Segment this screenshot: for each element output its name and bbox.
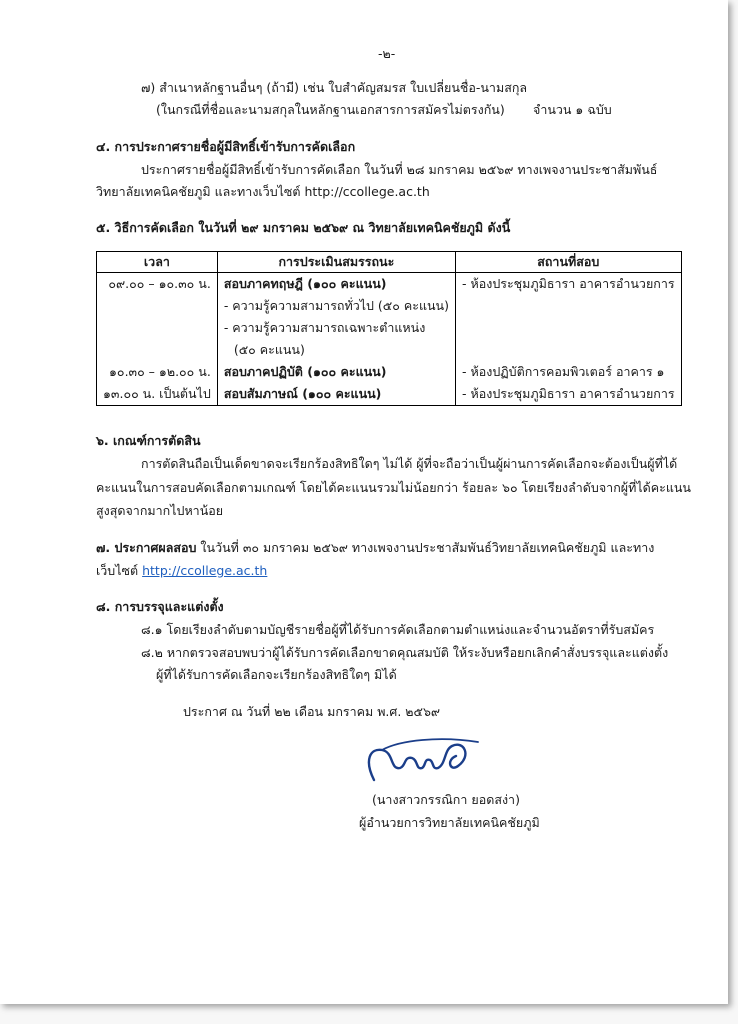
section6-heading: ๖. เกณฑ์การตัดสิน [96, 433, 201, 448]
section7-website-label: เว็บไซต์ [96, 563, 143, 578]
section6-line1: การตัดสินถือเป็นเด็ดขาดจะเรียกร้องสิทธิใดๆ ไม่ได้ ผู้ที่จะถือว่าเป็นผู้ผ่านการคัดเลือกจะต้องเป็นผู้ที่ได้ [141, 456, 678, 471]
signer-name: (นางสาวกรรณิกา ยอดสง่า) [372, 792, 520, 807]
spacer [103, 339, 211, 361]
table-row [97, 273, 682, 406]
section4-line2: วิทยาลัยเทคนิคชัยภูมิ และทางเว็บไซต์ http://ccollege.ac.th [96, 184, 430, 199]
assessment-cell [217, 273, 455, 406]
venue-cell [455, 273, 681, 406]
row1-title: สอบภาคทฤษฎี (๑๐๐ คะแนน) [223, 276, 387, 291]
section8-heading: ๘. การบรรจุและแต่งตั้ง [96, 599, 224, 614]
item7-line1: ๗) สำเนาหลักฐานอื่นๆ (ถ้ามี) เช่น ใบสำคัญสมรส ใบเปลี่ยนชื่อ-นามสกุล [141, 80, 528, 95]
time-cell [97, 273, 218, 406]
row2-title: สอบภาคปฏิบัติ (๑๐๐ คะแนน) [223, 364, 387, 379]
section8-item1: ๘.๑ โดยเรียงลำดับตามบัญชีรายชื่อผู้ที่ได้รับการคัดเลือกตามตำแหน่งและจำนวนอัตราที่รับสมัคร [141, 622, 655, 637]
page-number: -๒- [378, 46, 396, 61]
row3-time: ๑๓.๐๐ น. เป็นต้นไป [103, 386, 211, 401]
spacer [103, 295, 211, 317]
row1-place: - ห้องประชุมภูมิธารา อาคารอำนวยการ [461, 276, 675, 291]
section8-item2b: ผู้ที่ได้รับการคัดเลือกจะเรียกร้องสิทธิใดๆ มิได้ [156, 667, 397, 682]
section7-heading: ๗. ประกาศผลสอบ [96, 540, 197, 555]
row2-place: - ห้องปฏิบัติการคอมพิวเตอร์ อาคาร ๑ [461, 364, 665, 379]
spacer [462, 317, 675, 339]
section5-heading: ๕. วิธีการคัดเลือก ในวันที่ ๒๙ มกราคม ๒๕๖๙ ณ วิทยาลัยเทคนิคชัยภูมิ ดังนี้ [96, 220, 511, 235]
signature-image [360, 730, 490, 790]
row1-sub2: - ความรู้ความสามารถเฉพาะตำแหน่ง [223, 320, 426, 335]
table-header-row [97, 252, 682, 273]
item7-count: จำนวน ๑ ฉบับ [533, 102, 612, 117]
section6-line2: คะแนนในการสอบคัดเลือกตามเกณฑ์ โดยได้คะแนนรวมไม่น้อยกว่า ร้อยละ ๖๐ โดยเรียงลำดับจากผู้ที่ได้คะแนน [96, 480, 691, 495]
section7-line1 [96, 540, 654, 556]
section4-line1: ประกาศรายชื่อผู้มีสิทธิ์เข้ารับการคัดเลือก ในวันที่ ๒๘ มกราคม ๒๕๖๙ ทางเพจงานประชาสัมพันธ์ [141, 162, 658, 177]
announcement-date: ประกาศ ณ วันที่ ๒๒ เดือน มกราคม พ.ศ. ๒๕๖๙ [183, 704, 441, 719]
spacer [103, 317, 211, 339]
header-time: เวลา [97, 252, 218, 273]
row1-sub1: - ความรู้ความสามารถทั่วไป (๕๐ คะแนน) [223, 298, 449, 313]
section7-line2 [96, 563, 267, 579]
header-venue: สถานที่สอบ [455, 252, 681, 273]
row3-place: - ห้องประชุมภูมิธารา อาคารอำนวยการ [461, 386, 675, 401]
section7-text: ในวันที่ ๓๐ มกราคม ๒๕๖๙ ทางเพจงานประชาสัมพันธ์วิทยาลัยเทคนิคชัยภูมิ และทาง [196, 540, 655, 555]
section6-line3: สูงสุดจากมากไปหาน้อย [96, 503, 224, 518]
website-link[interactable]: http://ccollege.ac.th [142, 563, 268, 578]
signer-title: ผู้อำนวยการวิทยาลัยเทคนิคชัยภูมิ [359, 815, 540, 830]
header-assessment: การประเมินสมรรถนะ [217, 252, 455, 273]
spacer [462, 339, 675, 361]
row2-time: ๑๐.๓๐ – ๑๒.๐๐ น. [109, 364, 211, 379]
schedule-table [96, 251, 682, 406]
item7-line2: (ในกรณีที่ชื่อและนามสกุลในหลักฐานเอกสารการสมัครไม่ตรงกัน) [156, 102, 505, 117]
section4-heading: ๔. การประกาศรายชื่อผู้มีสิทธิ์เข้ารับการคัดเลือก [96, 139, 356, 154]
spacer [462, 295, 675, 317]
section8-item2a: ๘.๒ หากตรวจสอบพบว่าผู้ได้รับการคัดเลือกขาดคุณสมบัติ ให้ระงับหรือยกเลิกคำสั่งบรรจุและแต่งตั้ง [141, 645, 669, 660]
row3-title: สอบสัมภาษณ์ (๑๐๐ คะแนน) [223, 386, 382, 401]
row1-time: ๐๙.๐๐ – ๑๐.๓๐ น. [108, 276, 211, 291]
row1-sub3: (๕๐ คะแนน) [233, 342, 305, 357]
